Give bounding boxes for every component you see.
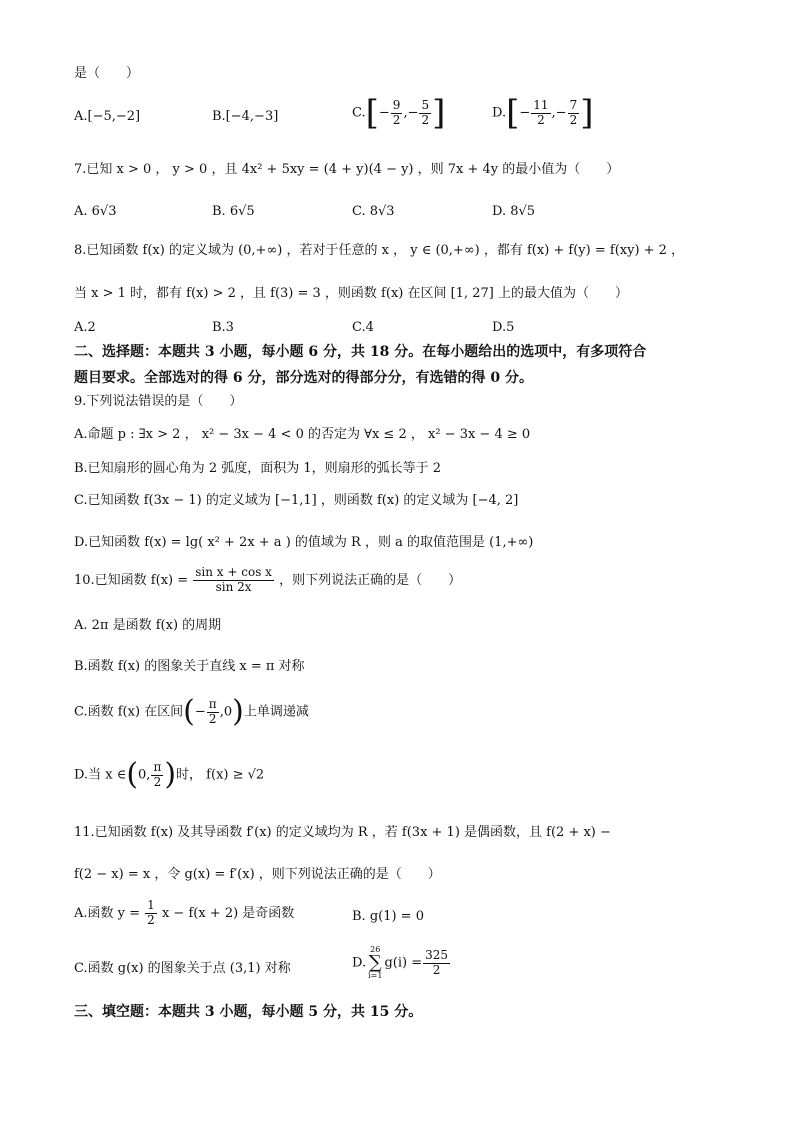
q10-stem-prefix: 10.已知函数 f(x) = xyxy=(74,572,189,588)
q6-option-b: B.[−4,−3] xyxy=(212,109,279,124)
q11-stem-line1: 11.已知函数 f(x) 及其导函数 f′(x) 的定义域均为 R ，若 f(3x + 1) 是偶函数，且 f(2 + x) − xyxy=(74,825,611,840)
q10-c-suffix: 上单调递减 xyxy=(243,704,309,720)
q11-d-den: 2 xyxy=(432,962,441,977)
q10-c-den: 2 xyxy=(208,711,217,726)
q9-stem: 9.下列说法错误的是（ ） xyxy=(74,394,243,409)
q10-c-zero: ,0 xyxy=(219,704,233,720)
q11-a-suffix: x − f(x + 2) 是奇函数 xyxy=(161,905,295,921)
q6-d-den2: 2 xyxy=(569,112,578,127)
q11-sum-upper: 26 xyxy=(370,945,381,954)
q10-c-prefix: C.函数 f(x) 在区间 xyxy=(74,704,184,720)
q10-d-num: π xyxy=(153,759,162,774)
q11-option-a xyxy=(74,899,294,928)
q11-d-mid: g(i) = xyxy=(384,955,423,971)
q10-d-den: 2 xyxy=(153,774,162,789)
q8-option-c: C.4 xyxy=(352,320,374,335)
q11-sum-sign: ∑ xyxy=(368,952,382,973)
q11-option-b: B. g(1) = 0 xyxy=(352,909,424,924)
q6-option-c: C.[− $\frac{9}{2}$ ,− $\frac{5}{2}$ ] xyxy=(352,93,446,133)
q6-c-num2: 5 xyxy=(421,97,430,112)
section2-heading-line1: 二、选择题：本题共 3 小题，每小题 6 分，共 18 分。在每小题给出的选项中，有多项符合 xyxy=(74,344,647,360)
q8-option-b: B.3 xyxy=(212,320,234,335)
q8-stem-line2: 当 x > 1 时，都有 f(x) > 2 ，且 f(3) = 3 ，则函数 f(x) 在区间 [1, 27] 上的最大值为（ ） xyxy=(74,286,628,301)
q10-option-a: A. 2π 是函数 f(x) 的周期 xyxy=(74,618,222,633)
q6-c-den1: 2 xyxy=(392,112,401,127)
q6-c-den2: 2 xyxy=(421,112,430,127)
q9-option-b: B.已知扇形的圆心角为 2 弧度，面积为 1，则扇形的弧长等于 2 xyxy=(74,461,442,476)
q11-d-num: 325 xyxy=(425,947,449,962)
q10-d-zero: 0, xyxy=(138,767,151,783)
q8-option-d: D.5 xyxy=(492,320,515,335)
q8-stem-line1: 8.已知函数 f(x) 的定义域为 (0,+∞) ，若对于任意的 x ， y ∈ (0,+∞) ，都有 f(x) + f(y) = f(xy) + 2 ， xyxy=(74,243,685,258)
q7-option-d: D. 8√5 xyxy=(492,204,536,219)
q10-option-c: C.函数 f(x) 在区间(− $\frac{\pi}{2}$ ,0)上单调递减 xyxy=(74,694,309,729)
q7-stem: 7.已知 x > 0 ， y > 0 ，且 4x² + 5xy = (4 + y)(4 − y) ，则 7x + 4y 的最小值为（ ） xyxy=(74,162,620,177)
q11-option-d xyxy=(352,946,451,980)
q6-option-d: D.[− $\frac{11}{2}$ ,− $\frac{7}{2}$ ] xyxy=(492,93,594,133)
section3-heading: 三、填空题：本题共 3 小题，每小题 5 分，共 15 分。 xyxy=(74,1004,423,1020)
q6-option-a: A.[−5,−2] xyxy=(74,109,141,124)
q10-d-suffix: 时， f(x) ≥ √2 xyxy=(176,767,265,783)
q7-option-c: C. 8√3 xyxy=(352,204,395,219)
q11-a-prefix: A.函数 y = xyxy=(74,905,141,921)
q6-c-label: C. xyxy=(352,105,366,121)
q10-stem xyxy=(74,566,461,595)
q6-d-label: D. xyxy=(492,105,507,121)
q6-d-den1: 2 xyxy=(537,112,545,127)
q10-d-prefix: D.当 x ∈ xyxy=(74,767,127,783)
q10-stem-suffix: ，则下列说法正确的是（ ） xyxy=(279,572,462,588)
q11-option-c: C.函数 g(x) 的图象关于点 (3,1) 对称 xyxy=(74,961,291,976)
q11-a-num: 1 xyxy=(147,898,155,912)
q6-d-num1: 11 xyxy=(533,97,549,112)
q7-option-b: B. 6√5 xyxy=(212,204,255,219)
q9-option-c: C.已知函数 f(3x − 1) 的定义域为 [−1,1] ，则函数 f(x) 的定义域为 [−4, 2] xyxy=(74,493,519,508)
q6-tail: 是（ ） xyxy=(74,66,140,81)
q11-d-prefix: D. xyxy=(352,955,367,971)
q10-c-num: π xyxy=(208,696,217,711)
q9-option-d: D.已知函数 f(x) = lg( x² + 2x + a ) 的值域为 R ，则 a 的取值范围是 (1,+∞) xyxy=(74,535,534,550)
q10-option-b: B.函数 f(x) 的图象关于直线 x = π 对称 xyxy=(74,659,305,674)
q10-fraction-numerator: sin x + cos x xyxy=(195,565,272,579)
section2-heading-line2: 题目要求。全部选对的得 6 分，部分选对的得部分分，有选错的得 0 分。 xyxy=(74,370,533,386)
q10-option-d: D.当 x ∈(0, $\frac{\pi}{2}$ )时， f(x) ≥ √2 xyxy=(74,757,265,792)
q10-fraction-denominator: sin 2x xyxy=(215,579,252,594)
q10-c-minus: − xyxy=(194,704,206,720)
q11-a-den: 2 xyxy=(147,912,155,927)
q6-c-num1: 9 xyxy=(392,97,401,112)
q11-sum-lower: i=1 xyxy=(368,971,383,980)
q11-stem-line2: f(2 − x) = x ，令 g(x) = f′(x) ，则下列说法正确的是（ ） xyxy=(74,867,441,882)
q6-d-num2: 7 xyxy=(569,97,578,112)
q7-option-a: A. 6√3 xyxy=(74,204,117,219)
q8-option-a: A.2 xyxy=(74,320,96,335)
q9-option-a: A.命题 p : ∃x > 2 ， x² − 3x − 4 < 0 的否定为 ∀x ≤ 2 ， x² − 3x − 4 ≥ 0 xyxy=(74,427,531,442)
